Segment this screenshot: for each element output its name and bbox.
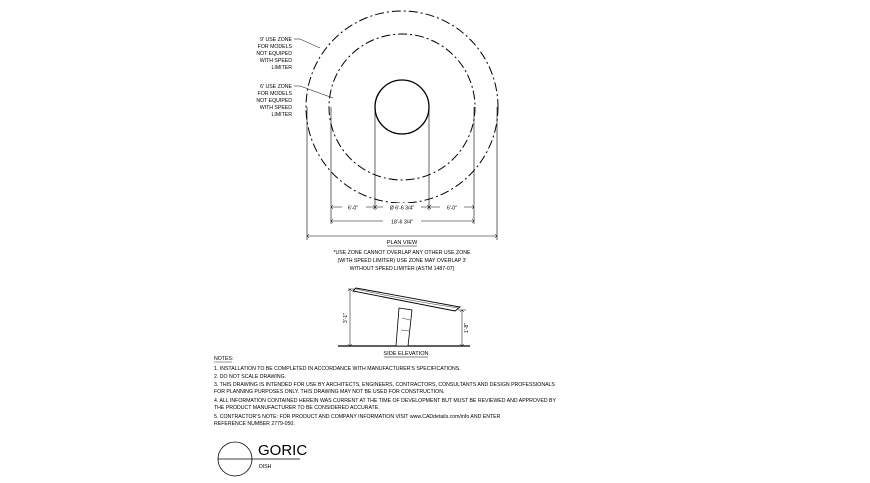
note-line: FOR PLANNING PURPOSES ONLY. THIS DRAWING MAY NOT BE USED FOR CONSTRUCTION. xyxy=(214,389,445,395)
title-block xyxy=(218,442,307,476)
note-line: 5. CONTRACTOR'S NOTE: FOR PRODUCT AND COMPANY INFORMATION VISIT www.CADdetails.com/info AND ENTER xyxy=(214,414,501,420)
use-zone-note-line-2: (WITH SPEED LIMITER) USE ZONE MAY OVERLAP 3' xyxy=(337,258,467,264)
svg-text:WITH SPEED: WITH SPEED xyxy=(259,58,292,64)
elevation-low-edge-height: 1'-8" xyxy=(464,322,470,334)
dim-right-zone: 6'-0" xyxy=(446,205,458,212)
note-line: THE PRODUCT MANUFACTURER TO BE CONSIDERED ACCURATE. xyxy=(214,405,380,411)
product-name: DISH xyxy=(259,464,272,470)
note-line: 1. INSTALLATION TO BE COMPLETED IN ACCORDANCE WITH MANUFACTURER'S SPECIFICATIONS. xyxy=(214,366,461,372)
note-line: 2. DO NOT SCALE DRAWING. xyxy=(214,374,287,380)
outer-zone-leader xyxy=(294,39,320,48)
svg-text:NOT EQUIPED: NOT EQUIPED xyxy=(256,98,292,104)
svg-text:LIMITER: LIMITER xyxy=(271,112,292,118)
note-line: REFERENCE NUMBER 2779-050. xyxy=(214,421,295,427)
plan-view-title: PLAN VIEW xyxy=(386,240,418,246)
inner-zone-leader xyxy=(294,86,333,98)
dish-outline xyxy=(375,80,429,134)
brand-name: GORIC xyxy=(258,442,308,459)
svg-text:WITH SPEED: WITH SPEED xyxy=(259,105,292,111)
dim-overall-inner-zone: 18'-6 3/4" xyxy=(391,219,413,226)
use-zone-note-line-1: *USE ZONE CANNOT OVERLAP ANY OTHER USE ZONE xyxy=(333,250,471,256)
use-zone-note-line-3: WITHOUT SPEED LIMITER (ASTM 1487-07) xyxy=(349,266,455,272)
inner-zone-label xyxy=(256,84,292,118)
svg-text:NOT EQUIPED: NOT EQUIPED xyxy=(256,51,292,57)
dim-left-zone: 6'-0" xyxy=(347,205,359,212)
note-line: 3. THIS DRAWING IS INTENDED FOR USE BY ARCHITECTS, ENGINEERS, CONTRACTORS, CONSULTANTS AND DESIGN PROFESSIONALS xyxy=(214,382,555,388)
dish-post xyxy=(396,308,412,346)
side-elevation-title: SIDE ELEVATION xyxy=(383,351,429,357)
svg-text:9' USE ZONE: 9' USE ZONE xyxy=(260,37,292,43)
svg-text:FOR MODELS: FOR MODELS xyxy=(257,44,292,50)
general-notes xyxy=(214,356,556,427)
outer-zone-label xyxy=(256,37,292,71)
svg-text:6' USE ZONE: 6' USE ZONE xyxy=(260,84,292,90)
svg-text:LIMITER: LIMITER xyxy=(271,65,292,71)
svg-text:FOR MODELS: FOR MODELS xyxy=(257,91,292,97)
note-line: 4. ALL INFORMATION CONTAINED HEREIN WAS CURRENT AT THE TIME OF DEVELOPMENT BUT MUST BE REVIEWED AND APPROVED BY xyxy=(214,398,556,404)
notes-heading: NOTES: xyxy=(214,356,234,362)
inner-use-zone-circle xyxy=(329,34,475,180)
dim-dish-diameter: Ø 6'-6 3/4" xyxy=(389,205,415,212)
elevation-overall-height: 3'-1" xyxy=(343,312,349,324)
side-elevation xyxy=(338,288,470,357)
outer-use-zone-circle xyxy=(306,11,498,203)
plan-view xyxy=(256,11,498,272)
